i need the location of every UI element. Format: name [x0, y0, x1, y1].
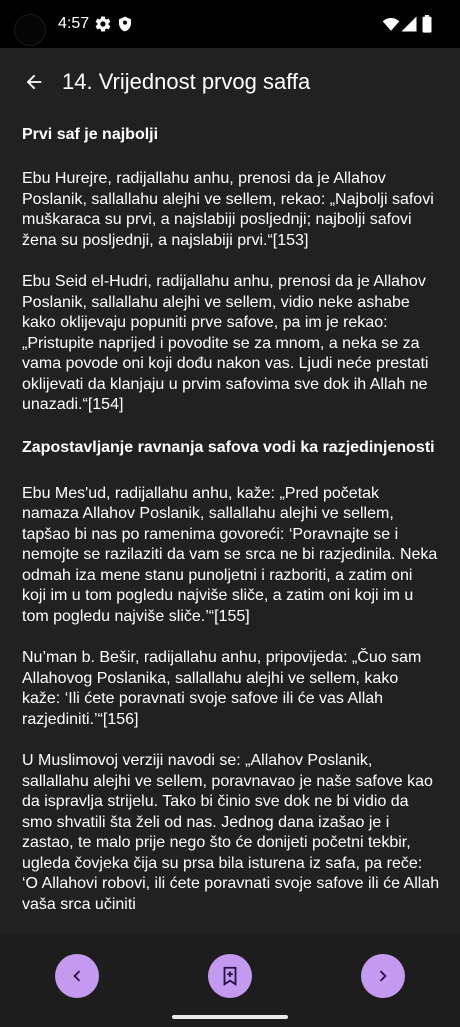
wifi-icon — [382, 15, 400, 33]
bottom-nav — [0, 934, 460, 1027]
camera-cutout — [14, 14, 46, 46]
chevron-right-icon — [372, 965, 394, 987]
page-title: 14. Vrijednost prvog saffa — [62, 69, 311, 94]
home-indicator[interactable] — [172, 1015, 288, 1019]
chevron-left-icon — [66, 965, 88, 987]
next-chapter-button[interactable] — [361, 954, 405, 998]
paragraph: Ebu Seid el-Hudri, radijallahu anhu, prenosi da je Allahov Poslanik, sallallahu alejhi ve sellem, vidio neke ashabe kako oklijevaju popuniti prve safove, pa im je rekao: „Pristupite naprijed i povodite se za mnom, a neka se za vama povode oni koji dođu nakon vas. Ljudi neće prestati oklijevati da klanjaju u prvim safovima sve dok ih Allah ne unazadi.“[154] — [22, 273, 429, 413]
article-content[interactable] — [0, 116, 460, 934]
shield-icon — [117, 15, 133, 33]
paragraph: Ebu Hurejre, radijallahu anhu, prenosi da je Allahov Poslanik, sallallahu alejhi ve sellem, rekao: „Najbolji safovi muškaraca su prvi, a najslabiji posljednji; najbolji safovi žena su posljednji, a najslabiji prvi.“[153] — [22, 170, 434, 249]
battery-icon — [421, 15, 433, 33]
add-bookmark-button[interactable] — [208, 954, 252, 998]
back-button[interactable] — [14, 62, 54, 102]
arrow-left-icon — [23, 71, 45, 93]
app-bar — [0, 48, 460, 116]
section-heading: Prvi saf je najbolji — [22, 126, 159, 143]
signal-icon — [400, 15, 418, 33]
paragraph: Ebu Mes'ud, radijallahu anhu, kaže: „Pred početak namaza Allahov Poslanik, sallallahu alejhi ve sellem, tapšao bi nas po ramenima govoreći: ‘Poravnajte se i nemojte se razilaziti da vam se srca ne bi razjedinila. Neka odmah iza mene stanu punoljetni i razboriti, a zatim oni koji im u tom pogledu najviše sliče, a zatim oni koji im u tom pogledu najviše sliče.’“[155] — [22, 484, 438, 625]
paragraph: U Muslimovoj verziji navodi se: „Allahov Poslanik, sallallahu alejhi ve sellem, poravnavao je naše safove kao da ispravlja strijelu. Tako bi činio sve dok ne bi vidio da smo shvatili šta želi od nas. Jednog dana izašao je i zastao, te malo prije nego što će donijeti početni tekbir, ugleda čovjeka čija su prsa bila isturena iz safa, pa reče: ‘O Allahovi robovi, ili ćete poravnati svoje safove ili će Allah vaša srca učiniti — [22, 752, 440, 913]
paragraph: Nu’man b. Bešir, radijallahu anhu, pripovijeda: „Čuo sam Allahovog Poslanika, sallallahu alejhi ve sellem, kako kaže: ‘Ili ćete poravnati svoje safove ili će vas Allah razjediniti.’“[156] — [22, 649, 422, 728]
status-time: 4:57 — [58, 15, 90, 32]
previous-chapter-button[interactable] — [55, 954, 99, 998]
section-heading: Zapostavljanje ravnanja safova vodi ka razjedinjenosti — [22, 438, 435, 456]
status-bar — [0, 0, 460, 48]
bookmark-add-icon — [219, 965, 241, 987]
gear-icon — [94, 15, 112, 33]
